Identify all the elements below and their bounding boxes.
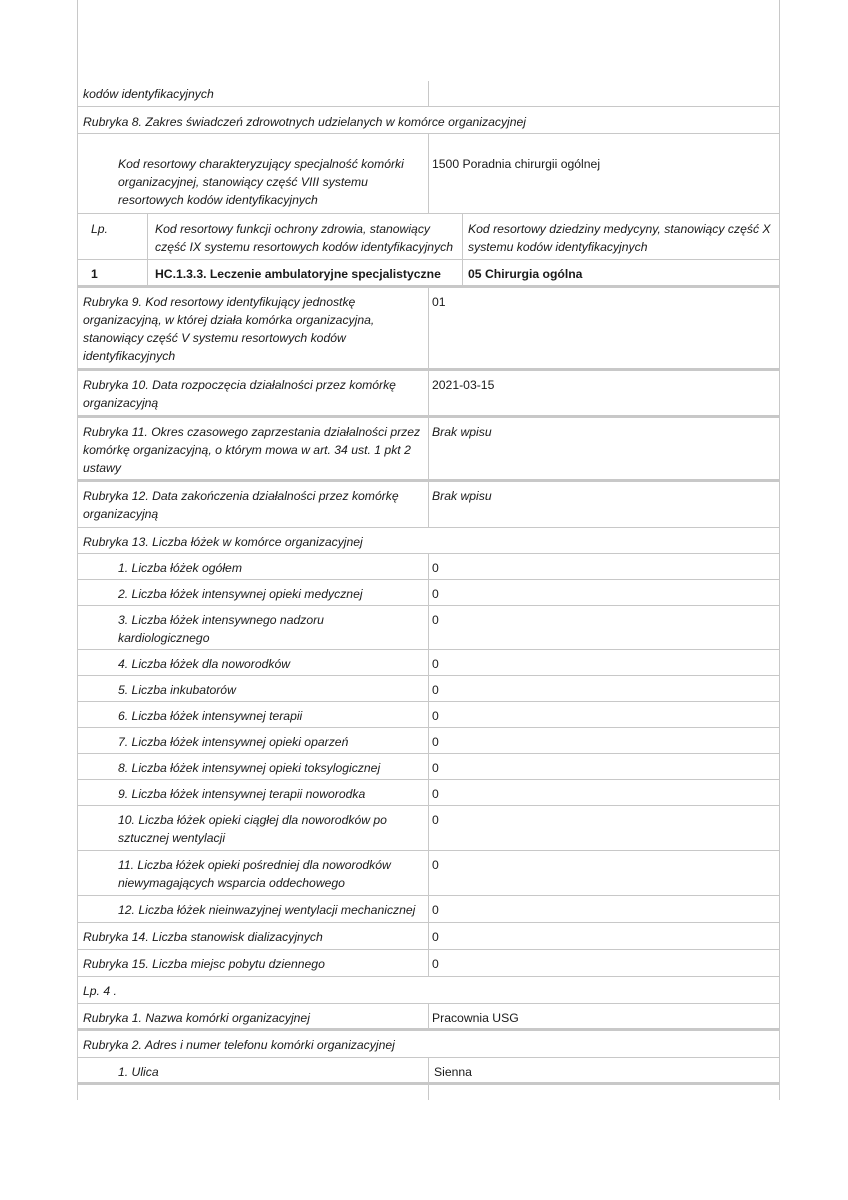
beds-item-label: 11. Liczba łóżek opieki pośredniej dla noworodków niewymagających wsparcia oddechowego [118,858,391,890]
rubryka-13-title: Rubryka 13. Liczba łóżek w komórce organizacyjnej [83,535,363,549]
beds-item-row [78,650,779,676]
entry-number: Lp. 4 . [83,984,117,998]
rubryka-8-title-row [78,107,779,134]
row-label: kodów identyfikacyjnych [83,87,214,101]
beds-item-label: 3. Liczba łóżek intensywnego nadzoru kardiologicznego [118,613,324,645]
specialty-code-label: Kod resortowy charakteryzujący specjalność komórki organizacyjnej, stanowiący część VIII systemu resortowych kodów identyfikacyjnych [118,157,404,207]
beds-item-label: 5. Liczba inkubatorów [118,683,236,697]
beds-item-label: 4. Liczba łóżek dla noworodków [118,657,291,671]
beds-item-value: 0 [432,587,439,601]
rubryka-9-row [78,288,779,371]
header-function-code: Kod resortowy funkcji ochrony zdrowia, stanowiący część IX systemu resortowych kodów identyfikacyjnych [155,222,454,254]
beds-item-value: 0 [432,761,439,775]
rubryka-11-row [78,418,779,482]
row-function-code: HC.1.3.3. Leczenie ambulatoryjne specjalistyczne [155,267,441,281]
rubryka-13-title-row [78,528,779,554]
rubryka-12-value: Brak wpisu [432,489,492,503]
beds-item-label: 7. Liczba łóżek intensywnej opieki oparzeń [118,735,349,749]
rubryka-14-value: 0 [432,930,439,944]
rubryka-10-label: Rubryka 10. Data rozpoczęcia działalności przez komórkę organizacyjną [83,378,396,410]
beds-item-label: 1. Liczba łóżek ogółem [118,561,242,575]
beds-item-label: 6. Liczba łóżek intensywnej terapii [118,709,303,723]
beds-item-row [78,728,779,754]
rubryka-9-label: Rubryka 9. Kod resortowy identyfikujący jednostkę organizacyjną, w której działa komórka organizacyjna, stanowiący część V systemu resortowych kodów identyfikacyjnych [83,295,375,363]
street-label: 1. Ulica [118,1065,159,1079]
beds-item-value: 0 [432,709,439,723]
beds-item-row [78,702,779,728]
rubryka-10-row [78,371,779,418]
beds-item-label: 10. Liczba łóżek opieki ciągłej dla noworodków po sztucznej wentylacji [118,813,387,845]
rubryka-2-title-row [78,1031,779,1058]
beds-item-value: 0 [432,561,439,575]
functions-table-header [78,214,779,260]
header-domain-code: Kod resortowy dziedziny medycyny, stanowiący część X systemu kodów identyfikacyjnych [468,222,771,254]
rubryka-8-title: Rubryka 8. Zakres świadczeń zdrowotnych udzielanych w komórce organizacyjnej [83,115,527,129]
beds-item-value: 0 [432,903,439,917]
beds-item-label: 9. Liczba łóżek intensywnej terapii noworodka [118,787,366,801]
beds-item-label: 8. Liczba łóżek intensywnej opieki toksylogicznej [118,761,381,775]
rubryka-12-row [78,482,779,528]
rubryka-15-label: Rubryka 15. Liczba miejsc pobytu dziennego [83,957,325,971]
beds-item-row [78,754,779,780]
rubryka-10-value: 2021-03-15 [432,378,495,392]
beds-item-row [78,896,779,923]
beds-item-row [78,780,779,806]
rubryka-14-row [78,923,779,950]
row-codes-continuation [78,81,779,107]
rubryka-1-row [78,1004,779,1031]
rubryka-1-value: Pracownia USG [432,1011,519,1025]
registry-table [77,0,780,1100]
beds-item-row [78,554,779,580]
beds-item-row [78,580,779,606]
entry-number-row [78,977,779,1004]
beds-item-label: 12. Liczba łóżek nieinwazyjnej wentylacji mechanicznej [118,903,416,917]
row-domain-code: 05 Chirurgia ogólna [468,267,583,281]
row-lp: 1 [91,267,98,281]
beds-item-label: 2. Liczba łóżek intensywnej opieki medycznej [118,587,363,601]
beds-item-row [78,606,779,650]
beds-item-value: 0 [432,858,439,872]
next-row-stub [78,1085,779,1100]
specialty-code-value: 1500 Poradnia chirurgii ogólnej [432,157,601,171]
beds-item-value: 0 [432,683,439,697]
specialty-code-row [78,134,779,214]
beds-item-value: 0 [432,613,439,627]
rubryka-12-label: Rubryka 12. Data zakończenia działalności przez komórkę organizacyjną [83,489,399,521]
rubryka-11-value: Brak wpisu [432,425,492,439]
beds-item-value: 0 [432,735,439,749]
rubryka-11-label: Rubryka 11. Okres czasowego zaprzestania działalności przez komórkę organizacyjną, o którym mowa w art. 34 ust. 1 pkt 2 ustawy [83,425,421,475]
beds-item-row [78,851,779,896]
header-lp: Lp. [91,222,108,236]
beds-item-value: 0 [432,657,439,671]
rubryka-9-value: 01 [432,295,446,309]
rubryka-14-label: Rubryka 14. Liczba stanowisk dializacyjnych [83,930,323,944]
street-value: Sienna [434,1065,472,1079]
beds-item-value: 0 [432,813,439,827]
rubryka-1-label: Rubryka 1. Nazwa komórki organizacyjnej [83,1011,310,1025]
street-row [78,1058,779,1085]
rubryka-2-title: Rubryka 2. Adres i numer telefonu komórki organizacyjnej [83,1038,395,1052]
beds-item-value: 0 [432,787,439,801]
beds-item-row [78,806,779,851]
functions-table-row [78,260,779,288]
rubryka-15-value: 0 [432,957,439,971]
rubryka-15-row [78,950,779,977]
beds-item-row [78,676,779,702]
